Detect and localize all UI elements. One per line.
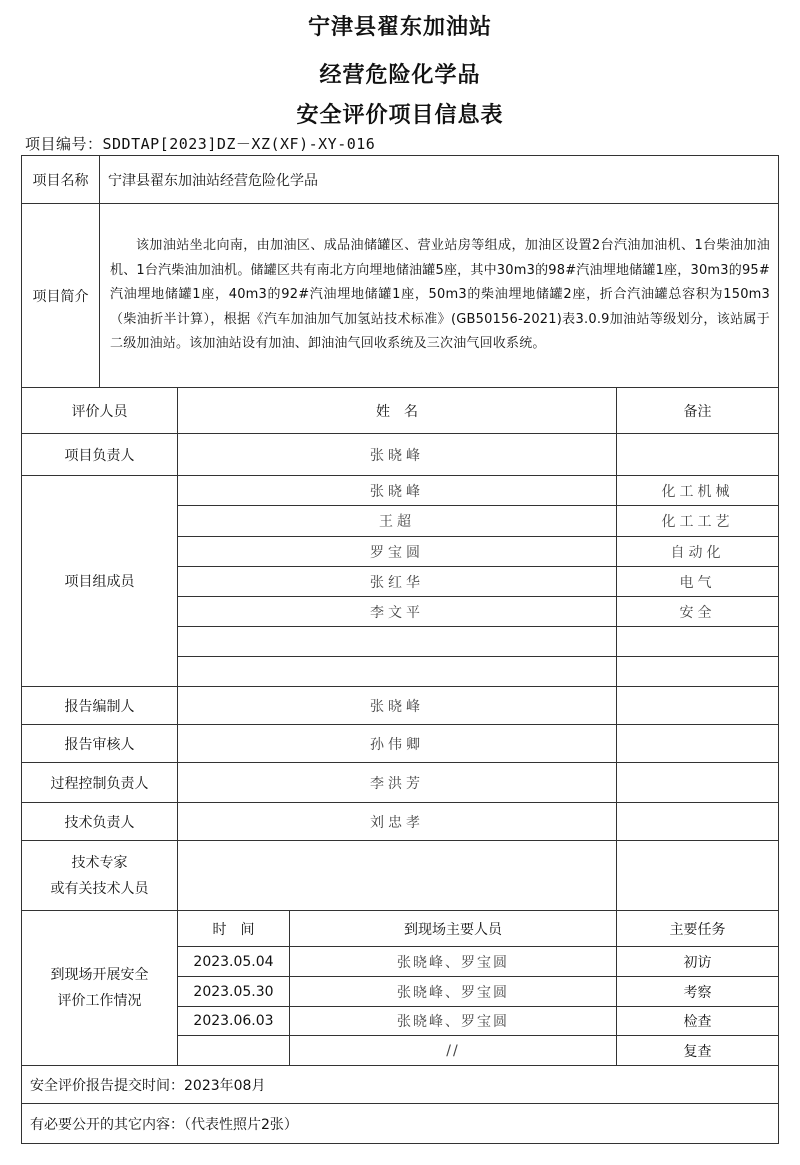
expert-row — [22, 841, 779, 911]
visit-task: 检查 — [617, 1007, 779, 1036]
member-name — [178, 627, 617, 657]
member-name: 李文平 — [178, 597, 617, 627]
role-row — [22, 803, 779, 841]
member-row — [22, 476, 779, 506]
role-row — [22, 763, 779, 803]
project-name-row — [22, 156, 779, 204]
staff-name-header: 姓 名 — [178, 388, 617, 434]
role-note — [617, 687, 779, 725]
project-number: 项目编号：SDDTAP[2023]DZ－XZ(XF)-XY-016 — [25, 135, 376, 153]
project-intro-text: 该加油站坐北向南，由加油区、成品油储罐区、营业站房等组成，加油区设置2台汽油加油机、1台柴油加油机、1台汽柴油加油机。储罐区共有南北方向埋地储油罐5座，其中30m3的98#汽油埋地储罐1座，30m3的95#汽油埋地储罐1座，40m3的92#汽油埋地储罐1座，50m3的柴油埋地储罐2座，折合汽油罐总容积为150m3（柴油折半计算），根据《汽车加油加气加氢站技术标准》(GB50156-2021)表3.0.9加油站等级划分，该站属于二级加油站。该加油站设有加油、卸油油气回收系统及三次油气回收系统。 — [100, 204, 779, 388]
leader-note — [617, 434, 779, 476]
submit-time: 安全评价报告提交时间：2023年08月 — [22, 1066, 779, 1104]
member-note: 自动化 — [617, 537, 779, 567]
visits-label — [22, 911, 178, 1066]
leader-name: 张晓峰 — [178, 434, 617, 476]
role-name: 李洪芳 — [178, 763, 617, 803]
member-name: 王超 — [178, 506, 617, 537]
visit-time-header: 时 间 — [178, 911, 290, 947]
member-name: 张晓峰 — [178, 476, 617, 506]
project-name-label: 项目名称 — [22, 156, 100, 204]
visit-task: 复查 — [617, 1036, 779, 1066]
expert-label-line2: 或有关技术人员 — [50, 880, 149, 897]
expert-label-line1: 技术专家 — [71, 854, 128, 871]
member-name: 罗宝圆 — [178, 537, 617, 567]
visit-task: 考察 — [617, 977, 779, 1007]
role-row — [22, 725, 779, 763]
role-name: 刘忠孝 — [178, 803, 617, 841]
visit-date: 2023.06.03 — [178, 1007, 290, 1036]
visit-task-header: 主要任务 — [617, 911, 779, 947]
role-name: 孙伟卿 — [178, 725, 617, 763]
visits-label-line1: 到现场开展安全 — [50, 967, 149, 983]
document-title-line3: 安全评价项目信息表 — [296, 103, 504, 128]
member-note: 电气 — [617, 567, 779, 597]
role-label: 过程控制负责人 — [22, 763, 178, 803]
staff-role-header: 评价人员 — [22, 388, 178, 434]
visit-people-header: 到现场主要人员 — [290, 911, 617, 947]
info-table — [21, 155, 779, 1144]
member-note: 安全 — [617, 597, 779, 627]
visit-task: 初访 — [617, 947, 779, 977]
member-note — [617, 627, 779, 657]
document-title-line2: 经营危险化学品 — [319, 63, 481, 88]
role-note — [617, 763, 779, 803]
role-label: 报告审核人 — [22, 725, 178, 763]
project-intro-row — [22, 204, 779, 388]
role-name: 张晓峰 — [178, 687, 617, 725]
visit-date — [178, 1036, 290, 1066]
visit-people: // — [290, 1036, 617, 1066]
member-name — [178, 657, 617, 687]
submit-time-row — [22, 1066, 779, 1104]
role-note — [617, 725, 779, 763]
visit-people: 张晓峰、罗宝圆 — [290, 977, 617, 1007]
other-content: 有必要公开的其它内容：（代表性照片2张） — [22, 1104, 779, 1144]
expert-name — [178, 841, 617, 911]
staff-header-row — [22, 388, 779, 434]
project-intro-label: 项目简介 — [22, 204, 100, 388]
role-label: 技术负责人 — [22, 803, 178, 841]
project-name-value: 宁津县翟东加油站经营危险化学品 — [100, 156, 779, 204]
members-label: 项目组成员 — [22, 476, 178, 687]
member-note — [617, 657, 779, 687]
staff-note-header: 备注 — [617, 388, 779, 434]
leader-row — [22, 434, 779, 476]
visit-date: 2023.05.04 — [178, 947, 290, 977]
member-note: 化工机械 — [617, 476, 779, 506]
role-row — [22, 687, 779, 725]
role-note — [617, 803, 779, 841]
visit-header-row — [22, 911, 779, 947]
expert-note — [617, 841, 779, 911]
visit-people: 张晓峰、罗宝圆 — [290, 1007, 617, 1036]
other-content-row — [22, 1104, 779, 1144]
document-title-line1: 宁津县翟东加油站 — [307, 15, 492, 40]
role-label: 报告编制人 — [22, 687, 178, 725]
visits-label-line2: 评价工作情况 — [57, 993, 142, 1009]
leader-label: 项目负责人 — [22, 434, 178, 476]
visit-date: 2023.05.30 — [178, 977, 290, 1007]
visit-people: 张晓峰、罗宝圆 — [290, 947, 617, 977]
expert-label — [22, 841, 178, 911]
member-note: 化工工艺 — [617, 506, 779, 537]
member-name: 张红华 — [178, 567, 617, 597]
